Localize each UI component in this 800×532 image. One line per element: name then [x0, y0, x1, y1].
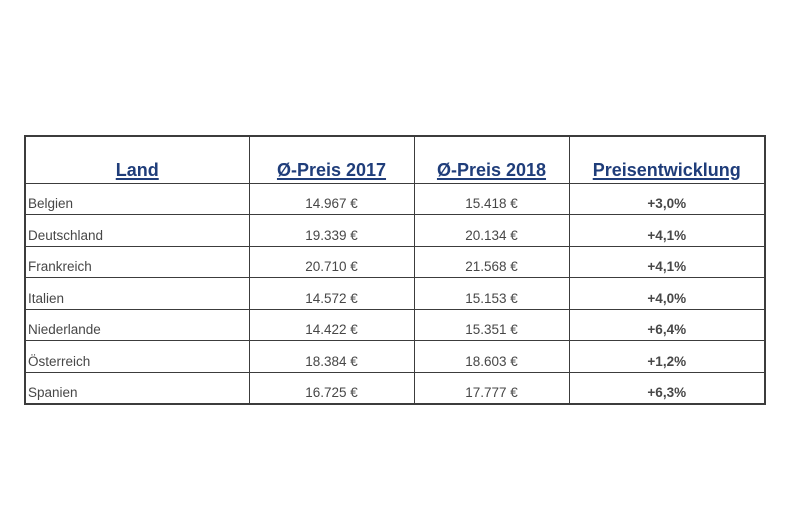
cell-preis-2018: 15.418 €: [414, 183, 569, 215]
cell-land: Niederlande: [25, 309, 249, 341]
cell-land: Italien: [25, 278, 249, 310]
column-header-preis-2017: Ø-Preis 2017: [249, 136, 414, 183]
cell-preisentwicklung: +6,4%: [569, 309, 765, 341]
cell-preis-2017: 14.422 €: [249, 309, 414, 341]
column-header-land: Land: [25, 136, 249, 183]
column-header-preisentwicklung: Preisentwicklung: [569, 136, 765, 183]
table-row-deutschland: [25, 215, 765, 247]
cell-preis-2017: 14.967 €: [249, 183, 414, 215]
table-row-niederlande: [25, 309, 765, 341]
cell-land: Österreich: [25, 341, 249, 373]
cell-land: Belgien: [25, 183, 249, 215]
cell-preisentwicklung: +4,1%: [569, 215, 765, 247]
cell-preis-2018: 18.603 €: [414, 341, 569, 373]
table-row-oesterreich: [25, 341, 765, 373]
column-header-preis-2018: Ø-Preis 2018: [414, 136, 569, 183]
cell-preis-2018: 15.153 €: [414, 278, 569, 310]
cell-preis-2018: 20.134 €: [414, 215, 569, 247]
cell-preisentwicklung: +4,1%: [569, 246, 765, 278]
cell-preis-2017: 18.384 €: [249, 341, 414, 373]
table-row-spanien: [25, 373, 765, 405]
table-row-frankreich: [25, 246, 765, 278]
cell-preisentwicklung: +6,3%: [569, 373, 765, 405]
cell-land: Deutschland: [25, 215, 249, 247]
cell-preis-2017: 19.339 €: [249, 215, 414, 247]
cell-preis-2017: 14.572 €: [249, 278, 414, 310]
cell-preis-2017: 16.725 €: [249, 373, 414, 405]
cell-preisentwicklung: +3,0%: [569, 183, 765, 215]
cell-preis-2018: 17.777 €: [414, 373, 569, 405]
cell-preis-2018: 21.568 €: [414, 246, 569, 278]
cell-preis-2017: 20.710 €: [249, 246, 414, 278]
cell-land: Spanien: [25, 373, 249, 405]
header-row: [25, 136, 765, 183]
cell-preis-2018: 15.351 €: [414, 309, 569, 341]
country-price-table: [24, 135, 766, 405]
cell-preisentwicklung: +4,0%: [569, 278, 765, 310]
cell-preisentwicklung: +1,2%: [569, 341, 765, 373]
table-row-italien: [25, 278, 765, 310]
cell-land: Frankreich: [25, 246, 249, 278]
table-row-belgien: [25, 183, 765, 215]
